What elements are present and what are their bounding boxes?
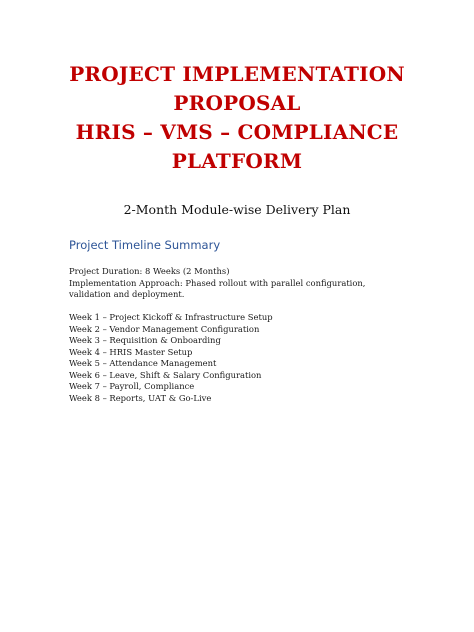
project-duration-text: Project Duration: 8 Weeks (2 Months) xyxy=(69,266,230,276)
list-item: Week 8 – Reports, UAT & Go-Live xyxy=(69,392,212,403)
title-line-3: HRIS – VMS – COMPLIANCE xyxy=(75,120,399,144)
list-item: Week 6 – Leave, Shift & Salary Configuration xyxy=(69,369,262,380)
timeline-summary-body xyxy=(69,266,409,404)
list-item: Week 4 – HRIS Master Setup xyxy=(69,346,193,357)
list-item: Week 5 – Attendance Management xyxy=(69,358,217,368)
document-subtitle: 2-Month Module-wise Delivery Plan xyxy=(123,202,351,217)
section-heading-timeline-summary: Project Timeline Summary xyxy=(69,238,221,252)
list-item: Week 2 – Vendor Management Configuration xyxy=(69,323,260,334)
title-line-2: PROPOSAL xyxy=(173,91,301,115)
title-line-1: PROJECT IMPLEMENTATION xyxy=(69,62,405,86)
list-item: Week 3 – Requisition & Onboarding xyxy=(69,335,221,345)
paragraph-gap xyxy=(69,301,409,313)
week-list xyxy=(69,312,409,404)
list-item: Week 7 – Payroll, Compliance xyxy=(69,381,195,391)
implementation-approach-text: Implementation Approach: Phased rollout with parallel configuration, validation and deployment. xyxy=(69,277,366,299)
list-item: Week 1 – Project Kickoff & Infrastructure Setup xyxy=(69,312,273,322)
document-title xyxy=(0,60,474,176)
title-line-4: PLATFORM xyxy=(171,149,303,173)
